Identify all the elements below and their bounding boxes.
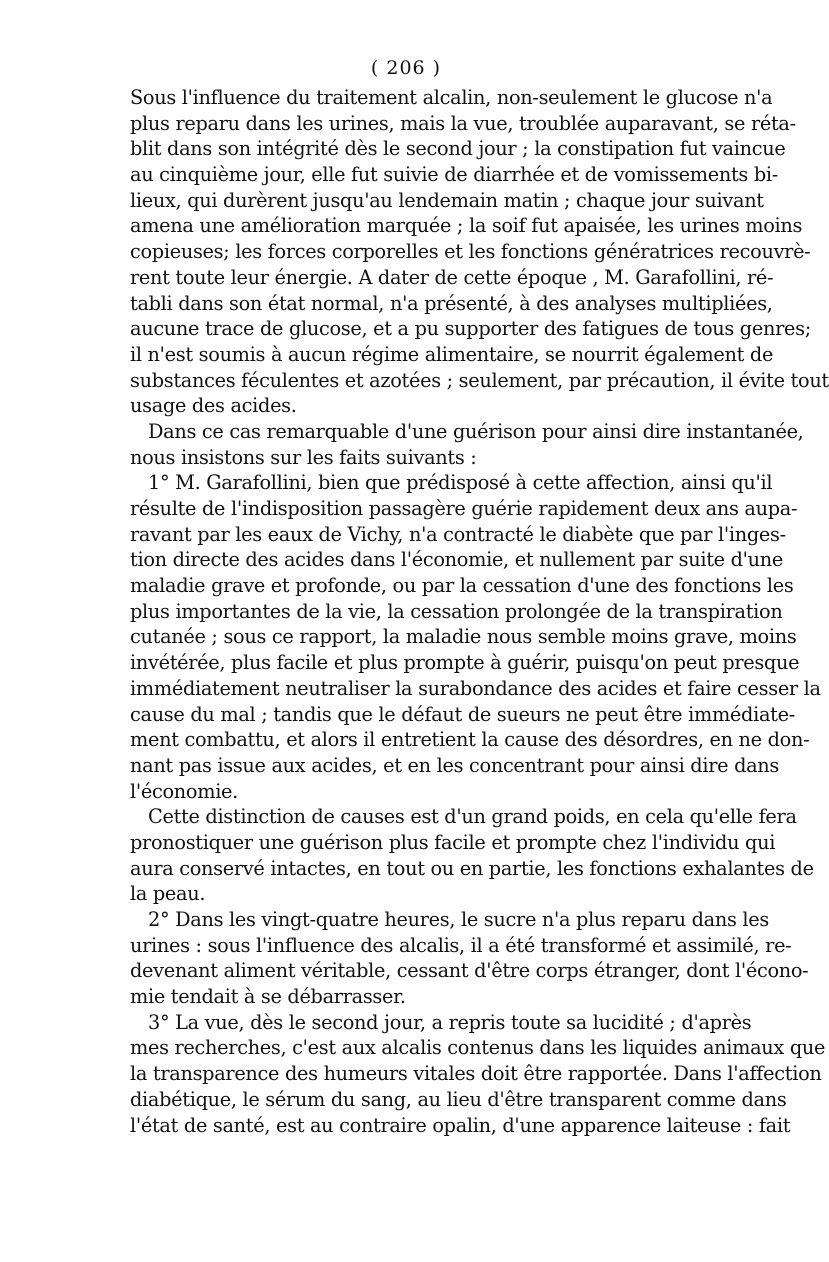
text-line: Cette distinction de causes est d'un grand poids, en cela qu'elle fera bbox=[148, 805, 797, 829]
text-line: usage des acides. bbox=[130, 394, 297, 418]
text-line: 1° M. Garafollini, bien que prédisposé à cette affection, ainsi qu'il bbox=[148, 471, 773, 495]
text-line: mie tendait à se débarrasser. bbox=[130, 985, 406, 1009]
text-line: aura conservé intactes, en tout ou en partie, les fonctions exhalantes de bbox=[130, 856, 814, 880]
text-line: pronostiquer une guérison plus facile et prompte chez l'individu qui bbox=[130, 830, 776, 854]
paragraph bbox=[130, 804, 814, 907]
text-line: rent toute leur énergie. A dater de cette époque , M. Garafollini, ré- bbox=[130, 265, 774, 289]
text-line: diabétique, le sérum du sang, au lieu d'être transparent comme dans bbox=[130, 1087, 787, 1111]
page-number: ( 206 ) bbox=[370, 57, 442, 79]
text-line: invétérée, plus facile et plus prompte à guérir, puisqu'on peut presque bbox=[130, 651, 800, 675]
text-line: substances féculentes et azotées ; seulement, par précaution, il évite tout bbox=[130, 368, 829, 392]
text-line: la transparence des humeurs vitales doit être rapportée. Dans l'affection bbox=[130, 1062, 822, 1086]
paragraph bbox=[130, 470, 821, 804]
text-line: Dans ce cas remarquable d'une guérison pour ainsi dire instantanée, bbox=[148, 419, 804, 443]
text-line: Sous l'influence du traitement alcalin, non-seulement le glucose n'a bbox=[130, 86, 773, 109]
text-line: maladie grave et profonde, ou par la cessation d'une des fonctions les bbox=[130, 574, 794, 598]
text-line: l'économie. bbox=[130, 779, 239, 803]
text-line: mes recherches, c'est aux alcalis contenus dans les liquides animaux que bbox=[130, 1036, 826, 1060]
text-line: nous insistons sur les faits suivants : bbox=[130, 445, 477, 469]
text-line: cause du mal ; tandis que le défaut de sueurs ne peut être immédiate- bbox=[130, 702, 795, 726]
book-page bbox=[130, 55, 829, 1138]
paragraph bbox=[130, 85, 829, 419]
text-line: tabli dans son état normal, n'a présenté, à des analyses multipliées, bbox=[130, 291, 773, 315]
text-line: 2° Dans les vingt-quatre heures, le sucre n'a plus reparu dans les bbox=[148, 908, 769, 931]
paragraph bbox=[130, 1010, 826, 1138]
text-line: copieuses; les forces corporelles et les fonctions génératrices recouvrè- bbox=[130, 240, 811, 264]
text-line: il n'est soumis à aucun régime alimentaire, se nourrit également de bbox=[130, 342, 774, 366]
page-body bbox=[130, 85, 829, 1138]
text-line: devenant aliment véritable, cessant d'être corps étranger, dont l'écono- bbox=[130, 959, 809, 983]
text-line: résulte de l'indisposition passagère guérie rapidement deux ans aupa- bbox=[130, 497, 798, 520]
text-line: immédiatement neutraliser la surabondance des acides et faire cesser la bbox=[130, 676, 821, 700]
text-line: nant pas issue aux acides, et en les concentrant pour ainsi dire dans bbox=[130, 753, 780, 777]
text-line: blit dans son intégrité dès le second jour ; la constipation fut vaincue bbox=[130, 137, 786, 161]
text-line: l'état de santé, est au contraire opalin, d'une apparence laiteuse : fait bbox=[130, 1113, 791, 1137]
text-line: ment combattu, et alors il entretient la cause des désordres, en ne don- bbox=[130, 728, 810, 752]
text-line: au cinquième jour, elle fut suivie de diarrhée et de vomissements bi- bbox=[130, 163, 778, 187]
text-line: plus importantes de la vie, la cessation prolongée de la transpiration bbox=[130, 599, 783, 623]
text-line: la peau. bbox=[130, 882, 206, 906]
text-line: urines : sous l'influence des alcalis, il a été transformé et assimilé, re- bbox=[130, 933, 792, 957]
text-line: ravant par les eaux de Vichy, n'a contracté le diabète que par l'inges- bbox=[130, 522, 786, 546]
paragraph bbox=[130, 907, 809, 1010]
text-line: cutanée ; sous ce rapport, la maladie nous semble moins grave, moins bbox=[130, 625, 797, 649]
text-line: amena une amélioration marquée ; la soif fut apaisée, les urines moins bbox=[130, 214, 803, 238]
text-line: tion directe des acides dans l'économie, et nullement par suite d'une bbox=[130, 548, 784, 572]
text-line: aucune trace de glucose, et a pu supporter des fatigues de tous genres; bbox=[130, 317, 811, 341]
text-line: lieux, qui durèrent jusqu'au lendemain matin ; chaque jour suivant bbox=[130, 188, 764, 212]
paragraph bbox=[130, 419, 804, 470]
text-line: 3° La vue, dès le second jour, a repris toute sa lucidité ; d'après bbox=[148, 1010, 752, 1034]
text-line: plus reparu dans les urines, mais la vue, troublée auparavant, se réta- bbox=[130, 111, 796, 135]
